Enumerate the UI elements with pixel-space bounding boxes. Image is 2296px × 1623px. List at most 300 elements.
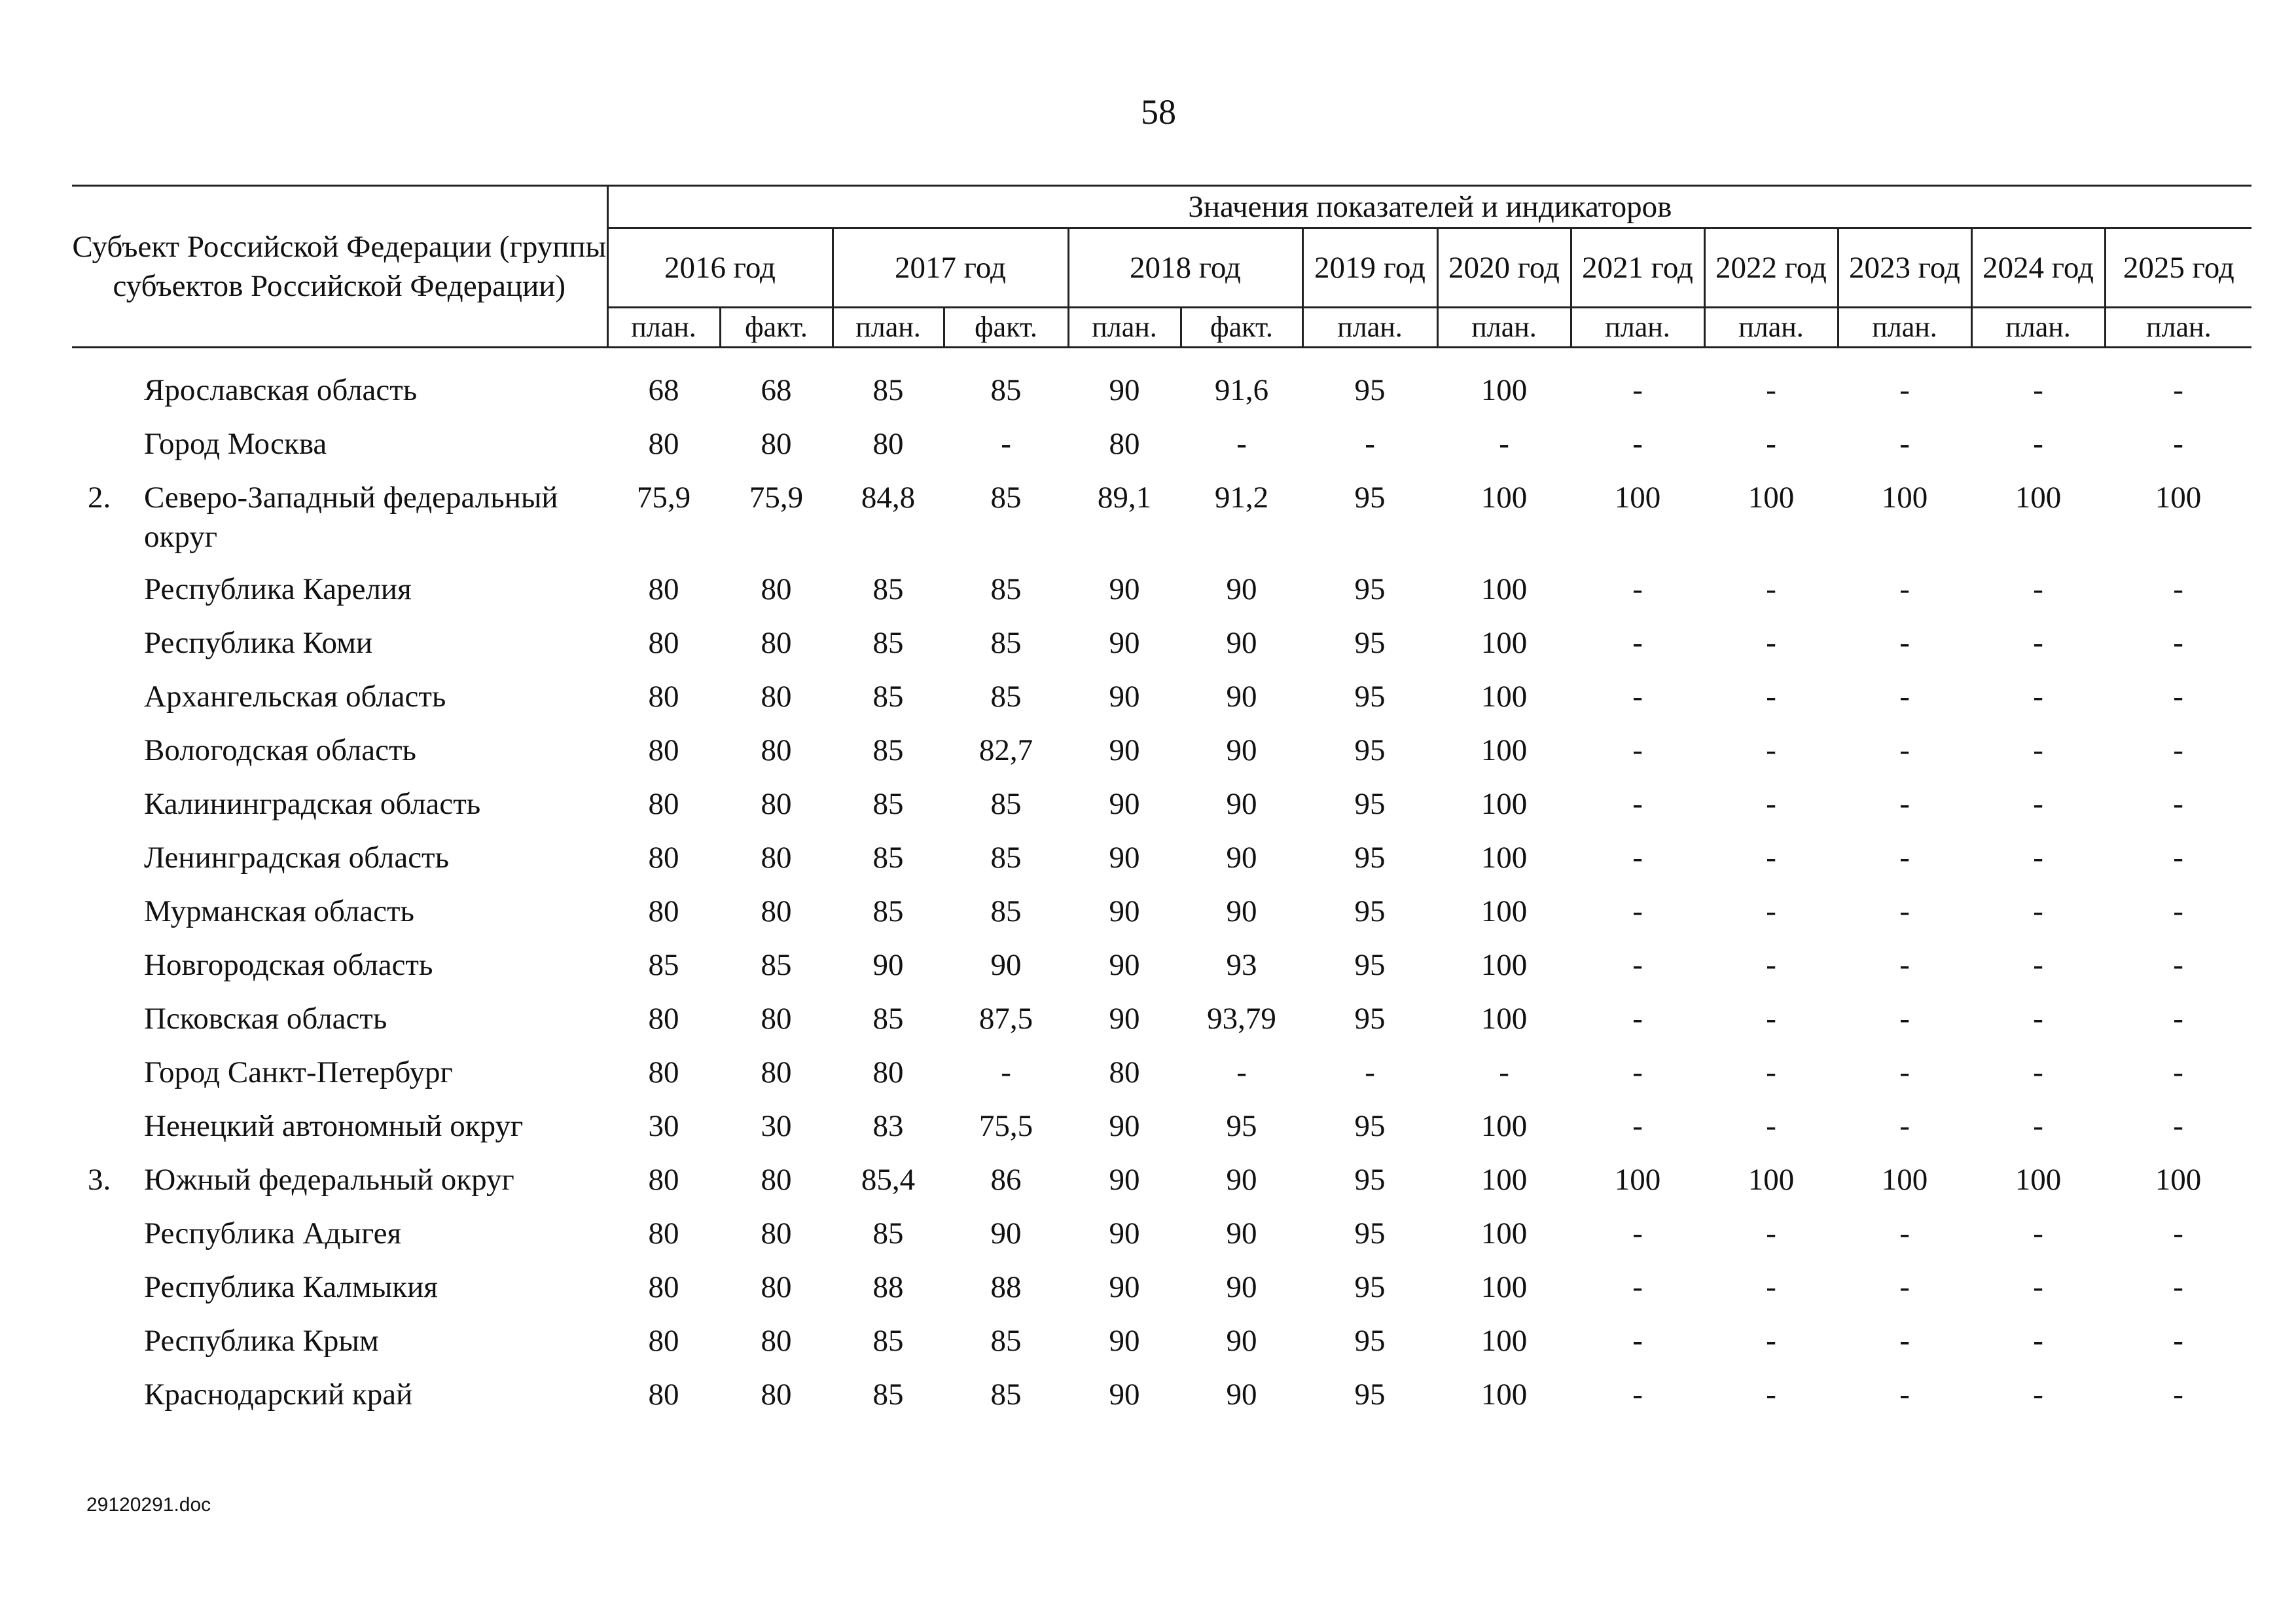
value-cell: 100 (1480, 1109, 1528, 1143)
header-subheader: план. (1571, 308, 1704, 348)
value-cell: 80 (648, 427, 679, 461)
row-number: 2. (88, 481, 111, 515)
value-cell: 90 (1109, 373, 1140, 407)
value-cell: 95 (1354, 1216, 1386, 1250)
value-cell: - (2033, 373, 2043, 407)
value-cell: 80 (648, 1163, 679, 1197)
region-name: Новгородская область (144, 948, 433, 982)
value-cell: 80 (648, 572, 679, 606)
value-cell: 95 (1354, 572, 1386, 606)
value-cell: - (1899, 894, 1910, 928)
value-cell: 85,4 (861, 1163, 916, 1197)
row-number (72, 1106, 144, 1160)
region-name: Вологодская область (144, 733, 416, 767)
value-cell: - (2033, 680, 2043, 714)
value-cell: 90 (1226, 572, 1257, 606)
value-cell: - (2173, 1055, 2183, 1089)
value-cell: - (2173, 572, 2183, 606)
value-cell: - (1766, 1324, 1776, 1358)
value-cell: - (2033, 1216, 2043, 1250)
value-cell: - (1766, 894, 1776, 928)
region-name: Ненецкий автономный округ (144, 1109, 524, 1143)
value-cell: 80 (648, 733, 679, 767)
table-row (72, 677, 2251, 731)
value-cell: 90 (1226, 1324, 1257, 1358)
value-cell: 100 (1881, 481, 1928, 515)
value-cell: 85 (872, 626, 904, 660)
value-cell: - (2033, 1324, 2043, 1358)
value-cell: 90 (1109, 680, 1140, 714)
row-number (72, 424, 144, 478)
value-cell: 85 (990, 572, 1022, 606)
region-name: Ленинградская область (144, 841, 450, 875)
value-cell: - (1766, 1377, 1776, 1412)
value-cell: - (1632, 733, 1643, 767)
value-cell: 80 (761, 1270, 792, 1304)
row-number (72, 570, 144, 623)
value-cell: - (2033, 894, 2043, 928)
value-cell: 85 (872, 787, 904, 821)
value-cell: - (1899, 787, 1910, 821)
value-cell: 90 (1109, 733, 1140, 767)
value-cell: - (1899, 427, 1910, 461)
value-cell: 80 (648, 1216, 679, 1250)
value-cell: 80 (761, 733, 792, 767)
value-cell: 85 (872, 1216, 904, 1250)
value-cell: 100 (1480, 733, 1528, 767)
value-cell: 85 (990, 1324, 1022, 1358)
value-cell: 85 (872, 373, 904, 407)
header-subheader: план. (607, 308, 720, 348)
value-cell: - (1365, 427, 1375, 461)
value-cell: 100 (1480, 373, 1528, 407)
value-cell: - (2033, 1377, 2043, 1412)
value-cell: 90 (1109, 894, 1140, 928)
value-cell: 88 (872, 1270, 904, 1304)
value-cell: 95 (1354, 626, 1386, 660)
value-cell: - (1632, 680, 1643, 714)
value-cell: - (2033, 626, 2043, 660)
header-year: 2018 год (1068, 228, 1302, 308)
value-cell: 90 (1226, 1216, 1257, 1250)
header-subheader: факт. (1181, 308, 1302, 348)
value-cell: 100 (1881, 1163, 1928, 1197)
value-cell: - (1499, 427, 1509, 461)
table-row (72, 784, 2251, 838)
header-year: 2021 год (1571, 228, 1704, 308)
value-cell: 100 (1480, 948, 1528, 982)
value-cell: - (2033, 1055, 2043, 1089)
value-cell: - (1236, 427, 1247, 461)
table-row (72, 1321, 2251, 1375)
value-cell: 100 (1480, 680, 1528, 714)
footer-doc-name: 29120291.doc (86, 1494, 211, 1516)
row-number: 3. (88, 1163, 111, 1197)
value-cell: 90 (1226, 733, 1257, 767)
value-cell: - (2173, 626, 2183, 660)
table-row (72, 1106, 2251, 1160)
value-cell: - (1632, 572, 1643, 606)
value-cell: - (2173, 894, 2183, 928)
table-row (72, 570, 2251, 623)
value-cell: 85 (872, 1002, 904, 1036)
table-row (72, 371, 2251, 424)
value-cell: - (2033, 948, 2043, 982)
value-cell: - (1632, 1270, 1643, 1304)
header-subheader: план. (1302, 308, 1437, 348)
value-cell: 100 (1614, 481, 1661, 515)
value-cell: 100 (1748, 1163, 1795, 1197)
value-cell: 100 (1748, 481, 1795, 515)
table-row (72, 999, 2251, 1053)
value-cell: - (2173, 1270, 2183, 1304)
region-name: Республика Крым (144, 1324, 379, 1358)
value-cell: 80 (761, 841, 792, 875)
value-cell: 84,8 (861, 481, 916, 515)
table-row (72, 945, 2251, 999)
value-cell: - (1632, 1002, 1643, 1036)
value-cell: 95 (1354, 1109, 1386, 1143)
value-cell: - (2173, 787, 2183, 821)
value-cell: - (2033, 787, 2043, 821)
value-cell: 100 (1480, 787, 1528, 821)
value-cell: 85 (990, 787, 1022, 821)
value-cell: - (2173, 1324, 2183, 1358)
value-cell: - (1632, 1377, 1643, 1412)
value-cell: 90 (1226, 1163, 1257, 1197)
value-cell: 80 (648, 1002, 679, 1036)
value-cell: 68 (761, 373, 792, 407)
value-cell: - (1001, 427, 1011, 461)
value-cell: 80 (1109, 1055, 1140, 1089)
value-cell: 95 (1226, 1109, 1257, 1143)
value-cell: 80 (761, 1216, 792, 1250)
value-cell: - (1766, 948, 1776, 982)
value-cell: 90 (1109, 1377, 1140, 1412)
value-cell: 95 (1354, 1163, 1386, 1197)
value-cell: 85 (872, 894, 904, 928)
header-subheader: план. (833, 308, 944, 348)
value-cell: 80 (761, 1055, 792, 1089)
value-cell: - (2033, 572, 2043, 606)
value-cell: - (1766, 626, 1776, 660)
region-name: Южный федеральный округ (144, 1163, 514, 1197)
value-cell: - (2033, 1002, 2043, 1036)
value-cell: - (1236, 1055, 1247, 1089)
value-cell: - (1899, 626, 1910, 660)
value-cell: 80 (872, 427, 904, 461)
value-cell: 100 (1480, 894, 1528, 928)
value-cell: 100 (1480, 481, 1528, 515)
row-number (72, 784, 144, 838)
row-number (72, 731, 144, 784)
table-row (72, 1375, 2251, 1429)
region-name: Краснодарский край (144, 1377, 413, 1412)
value-cell: 85 (872, 572, 904, 606)
value-cell: 90 (1109, 1324, 1140, 1358)
value-cell: - (1632, 1109, 1643, 1143)
region-name: Республика Коми (144, 626, 373, 660)
region-name: Калининградская область (144, 787, 481, 821)
value-cell: - (1899, 1055, 1910, 1089)
value-cell: 82,7 (978, 733, 1033, 767)
header-year: 2017 год (833, 228, 1068, 308)
value-cell: - (1001, 1055, 1011, 1089)
region-name: Северо-Западный федеральный округ (144, 481, 558, 554)
value-cell: - (2173, 427, 2183, 461)
value-cell: 85 (990, 1377, 1022, 1412)
header-year: 2020 год (1437, 228, 1571, 308)
value-cell: 100 (1480, 572, 1528, 606)
value-cell: 93 (1226, 948, 1257, 982)
value-cell: - (1899, 1216, 1910, 1250)
value-cell: 85 (872, 1324, 904, 1358)
value-cell: 85 (872, 841, 904, 875)
value-cell: - (1899, 373, 1910, 407)
value-cell: 95 (1354, 1002, 1386, 1036)
header-year: 2022 год (1704, 228, 1838, 308)
value-cell: - (1632, 787, 1643, 821)
value-cell: 80 (761, 1324, 792, 1358)
value-cell: 90 (990, 1216, 1022, 1250)
value-cell: - (1766, 841, 1776, 875)
table-row (72, 1267, 2251, 1321)
header-subheader: факт. (944, 308, 1068, 348)
value-cell: 95 (1354, 680, 1386, 714)
header-year: 2016 год (607, 228, 833, 308)
value-cell: 75,5 (978, 1109, 1033, 1143)
value-cell: - (1899, 1109, 1910, 1143)
value-cell: - (1899, 572, 1910, 606)
value-cell: 95 (1354, 787, 1386, 821)
value-cell: - (2173, 1377, 2183, 1412)
value-cell: - (2173, 373, 2183, 407)
value-cell: 90 (1226, 680, 1257, 714)
value-cell: - (1365, 1055, 1375, 1089)
region-name: Псковская область (144, 1002, 387, 1036)
value-cell: 90 (1109, 1163, 1140, 1197)
value-cell: - (1899, 1002, 1910, 1036)
value-cell: 80 (648, 841, 679, 875)
value-cell: 90 (1109, 841, 1140, 875)
value-cell: 89,1 (1097, 481, 1152, 515)
value-cell: 85 (990, 680, 1022, 714)
row-number (72, 999, 144, 1053)
value-cell: - (1632, 1055, 1643, 1089)
value-cell: 75,9 (749, 481, 804, 515)
value-cell: 100 (1480, 1324, 1528, 1358)
value-cell: - (1499, 1055, 1509, 1089)
value-cell: 95 (1354, 1377, 1386, 1412)
header-subheader: факт. (720, 308, 833, 348)
value-cell: 80 (648, 1377, 679, 1412)
header-year: 2024 год (1971, 228, 2105, 308)
value-cell: - (1899, 733, 1910, 767)
row-number (72, 1214, 144, 1267)
value-cell: 90 (1226, 787, 1257, 821)
value-cell: 85 (990, 841, 1022, 875)
value-cell: - (1899, 1377, 1910, 1412)
value-cell: - (1632, 948, 1643, 982)
value-cell: 30 (648, 1109, 679, 1143)
table-row (72, 1214, 2251, 1267)
value-cell: 80 (648, 787, 679, 821)
header-subheader: план. (1437, 308, 1571, 348)
value-cell: - (1632, 626, 1643, 660)
header-subheader: план. (1838, 308, 1971, 348)
value-cell: 90 (990, 948, 1022, 982)
value-cell: 95 (1354, 481, 1386, 515)
value-cell: - (2173, 948, 2183, 982)
value-cell: 80 (648, 1324, 679, 1358)
value-cell: - (1899, 680, 1910, 714)
value-cell: 90 (1109, 1216, 1140, 1250)
value-cell: 80 (872, 1055, 904, 1089)
value-cell: 85 (872, 1377, 904, 1412)
value-cell: - (1899, 1270, 1910, 1304)
value-cell: - (1766, 1002, 1776, 1036)
value-cell: 86 (990, 1163, 1022, 1197)
row-number (72, 623, 144, 677)
header-year: 2025 год (2105, 228, 2251, 308)
value-cell: 90 (1109, 787, 1140, 821)
value-cell: 68 (648, 373, 679, 407)
region-name: Республика Адыгея (144, 1216, 402, 1250)
value-cell: 80 (761, 894, 792, 928)
value-cell: 80 (648, 1055, 679, 1089)
value-cell: 100 (2155, 1163, 2202, 1197)
region-name: Мурманская область (144, 894, 414, 928)
value-cell: - (1632, 1216, 1643, 1250)
value-cell: 95 (1354, 1270, 1386, 1304)
value-cell: 88 (990, 1270, 1022, 1304)
value-cell: - (1766, 1055, 1776, 1089)
region-name: Город Санкт-Петербург (144, 1055, 453, 1089)
table-row (72, 1053, 2251, 1106)
value-cell: - (1766, 787, 1776, 821)
table-row (72, 623, 2251, 677)
row-number (72, 1267, 144, 1321)
value-cell: 100 (1480, 1163, 1528, 1197)
table-row (72, 892, 2251, 945)
value-cell: - (2173, 680, 2183, 714)
value-cell: 85 (990, 373, 1022, 407)
value-cell: - (1632, 373, 1643, 407)
value-cell: 90 (1226, 841, 1257, 875)
value-cell: - (2033, 427, 2043, 461)
value-cell: 90 (1109, 626, 1140, 660)
value-cell: 87,5 (978, 1002, 1033, 1036)
table-row (72, 1160, 2251, 1214)
row-number (72, 371, 144, 424)
value-cell: 95 (1354, 373, 1386, 407)
value-cell: - (1766, 1270, 1776, 1304)
value-cell: - (2173, 1002, 2183, 1036)
table-row (72, 838, 2251, 892)
value-cell: 80 (761, 572, 792, 606)
value-cell: - (2173, 733, 2183, 767)
value-cell: 80 (761, 680, 792, 714)
row-number (72, 1321, 144, 1375)
region-name: Город Москва (144, 427, 327, 461)
value-cell: 85 (872, 680, 904, 714)
value-cell: - (1766, 680, 1776, 714)
value-cell: - (1899, 841, 1910, 875)
value-cell: 90 (1109, 572, 1140, 606)
value-cell: - (2173, 841, 2183, 875)
value-cell: 80 (648, 626, 679, 660)
value-cell: 95 (1354, 841, 1386, 875)
header-year: 2019 год (1302, 228, 1437, 308)
value-cell: 85 (761, 948, 792, 982)
value-cell: - (2173, 1109, 2183, 1143)
value-cell: 90 (1226, 1270, 1257, 1304)
value-cell: - (1632, 427, 1643, 461)
region-name: Ярославская область (144, 373, 418, 407)
value-cell: 80 (648, 1270, 679, 1304)
header-values-title: Значения показателей и индикаторов (607, 186, 2251, 228)
value-cell: - (1766, 572, 1776, 606)
value-cell: 80 (761, 787, 792, 821)
region-name: Архангельская область (144, 680, 446, 714)
table-row (72, 478, 2251, 570)
value-cell: 90 (1226, 626, 1257, 660)
value-cell: 85 (990, 481, 1022, 515)
header-subheader: план. (1704, 308, 1838, 348)
value-cell: - (2033, 841, 2043, 875)
value-cell: - (1766, 1216, 1776, 1250)
row-number (72, 677, 144, 731)
header-subject: Субъект Российской Федерации (группы субъектов Российской Федерации) (72, 186, 607, 348)
value-cell: 100 (1614, 1163, 1661, 1197)
value-cell: - (2033, 1109, 2043, 1143)
table-row (72, 424, 2251, 478)
value-cell: - (1632, 841, 1643, 875)
value-cell: 80 (761, 1163, 792, 1197)
value-cell: - (1632, 1324, 1643, 1358)
value-cell: - (2173, 1216, 2183, 1250)
value-cell: 100 (1480, 1377, 1528, 1412)
value-cell: 85 (872, 733, 904, 767)
header-subheader: план. (2105, 308, 2251, 348)
header-subheader: план. (1068, 308, 1181, 348)
value-cell: 100 (2015, 481, 2062, 515)
value-cell: - (2033, 1270, 2043, 1304)
page-number: 58 (1141, 92, 1176, 132)
value-cell: 100 (1480, 1216, 1528, 1250)
value-cell: 85 (990, 626, 1022, 660)
value-cell: 80 (648, 680, 679, 714)
value-cell: 93,79 (1207, 1002, 1276, 1036)
row-number (72, 1053, 144, 1106)
value-cell: 85 (648, 948, 679, 982)
value-cell: 80 (648, 894, 679, 928)
region-name: Республика Калмыкия (144, 1270, 438, 1304)
value-cell: 100 (1480, 1002, 1528, 1036)
header-year: 2023 год (1838, 228, 1971, 308)
value-cell: 90 (872, 948, 904, 982)
row-number (72, 892, 144, 945)
value-cell: 30 (761, 1109, 792, 1143)
value-cell: 80 (761, 626, 792, 660)
value-cell: - (1899, 1324, 1910, 1358)
value-cell: 90 (1109, 948, 1140, 982)
value-cell: 95 (1354, 1324, 1386, 1358)
value-cell: 90 (1109, 1270, 1140, 1304)
value-cell: 85 (990, 894, 1022, 928)
value-cell: 95 (1354, 894, 1386, 928)
value-cell: - (1766, 373, 1776, 407)
